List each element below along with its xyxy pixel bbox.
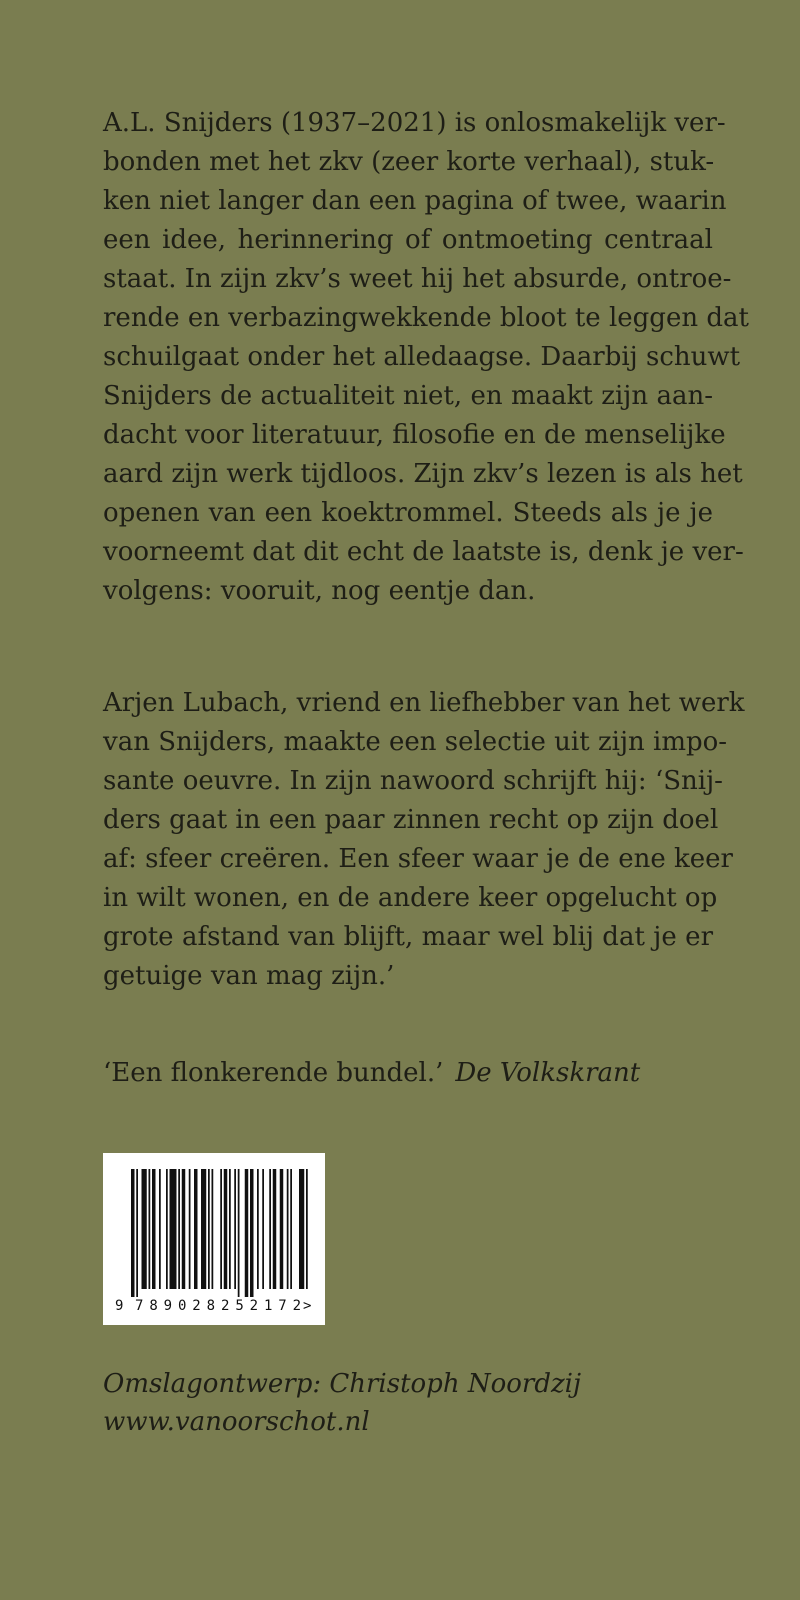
text-line: aard zijn werk tijdloos. Zijn zkv’s lezen is als het [103,459,743,489]
barcode-bar [299,1169,304,1289]
text-line: A.L. Snijders (1937–2021) is onlosmakelijk ver- [103,108,726,138]
barcode-bar [220,1169,222,1289]
text-line: voorneemt dat dit echt de laatste is, denk je ver- [103,537,744,567]
text-line: schuilgaat onder het alledaagse. Daarbij schuwt [103,342,741,372]
text-line: een idee, herinnering of ontmoeting centraal [103,225,713,255]
review-quote [103,1054,640,1093]
barcode-bar [149,1169,151,1289]
barcode-graphic [103,1153,325,1325]
text-line: Snijders de actualiteit niet, en maakt zijn aan- [103,381,713,411]
barcode-bar [136,1169,138,1297]
barcode-bar [290,1169,292,1289]
barcode-bar [152,1169,156,1289]
barcode-right-group: 252172 [221,1298,301,1314]
text-line: getuige van mag zijn.’ [103,961,395,991]
barcode-bar [269,1169,271,1289]
barcode-bar [212,1169,214,1289]
barcode-first-digit: 9 [115,1298,124,1314]
text-line: grote afstand van blijft, maar wel blij dat je er [103,922,713,952]
text-line: volgens: vooruit, nog eentje dan. [103,576,536,606]
barcode-bar [166,1169,168,1289]
text-line: ken niet langer dan een pagina of twee, waarin [103,186,727,216]
barcode-bar [189,1169,191,1289]
barcode-bar [142,1169,147,1289]
credits [103,1365,581,1441]
barcode-end-mark: > [303,1298,312,1314]
barcode-bar [234,1169,236,1289]
barcode-bar [224,1169,228,1289]
cover-design-credit: Omslagontwerp: Christoph Noordzij [103,1369,582,1399]
text-line: in wilt wonen, en de andere keer opgelucht op [103,883,718,913]
barcode-bar [273,1169,277,1289]
barcode-bar [280,1169,284,1289]
text-line: dacht voor literatuur, filosofie en de menselijke [103,420,726,450]
barcode-bar [208,1169,210,1289]
barcode-bar [131,1169,135,1297]
quote-source: De Volkskrant [455,1058,641,1088]
barcode-bar [287,1169,289,1289]
isbn-barcode [103,1153,325,1325]
barcode-bar [257,1169,259,1289]
barcode-bar [262,1169,264,1289]
text-line: openen van een koektrommel. Steeds als je je [103,498,713,528]
text-line: van Snijders, maakte een selectie uit zijn impo- [103,727,728,757]
text-line: staat. In zijn zkv’s weet hij het absurde, ontroe- [103,264,732,294]
text-line: Arjen Lubach, vriend en liefhebber van het werk [103,688,745,718]
barcode-bar [178,1169,180,1289]
text-line: rende en verbazingwekkende bloot te leggen dat [103,303,749,333]
quote-text: ‘Een flonkerende bundel.’ [103,1058,444,1088]
barcode-bar [170,1169,177,1289]
barcode-bar [201,1169,206,1289]
barcode-bar [194,1169,198,1289]
barcode-bar [159,1169,161,1289]
publisher-website: www.vanoorschot.nl [103,1407,370,1437]
text-line: sante oeuvre. In zijn nawoord schrijft hij: ‘Snij- [103,766,723,796]
barcode-bar [250,1169,254,1297]
blurb-paragraph-1 [103,104,749,611]
blurb-paragraph-2 [103,684,745,996]
text-line: af: sfeer creëren. Een sfeer waar je de ene keer [103,844,733,874]
text-line: bonden met het zkv (zeer korte verhaal), stuk- [103,147,715,177]
barcode-left-group: 789028 [135,1298,215,1314]
barcode-bar [306,1169,308,1289]
barcode-bar [229,1169,231,1289]
barcode-bar [182,1169,186,1289]
barcode-bar [238,1169,240,1297]
text-line: ders gaat in een paar zinnen recht op zijn doel [103,805,719,835]
barcode-bar [245,1169,249,1297]
barcode-bars [131,1169,308,1297]
